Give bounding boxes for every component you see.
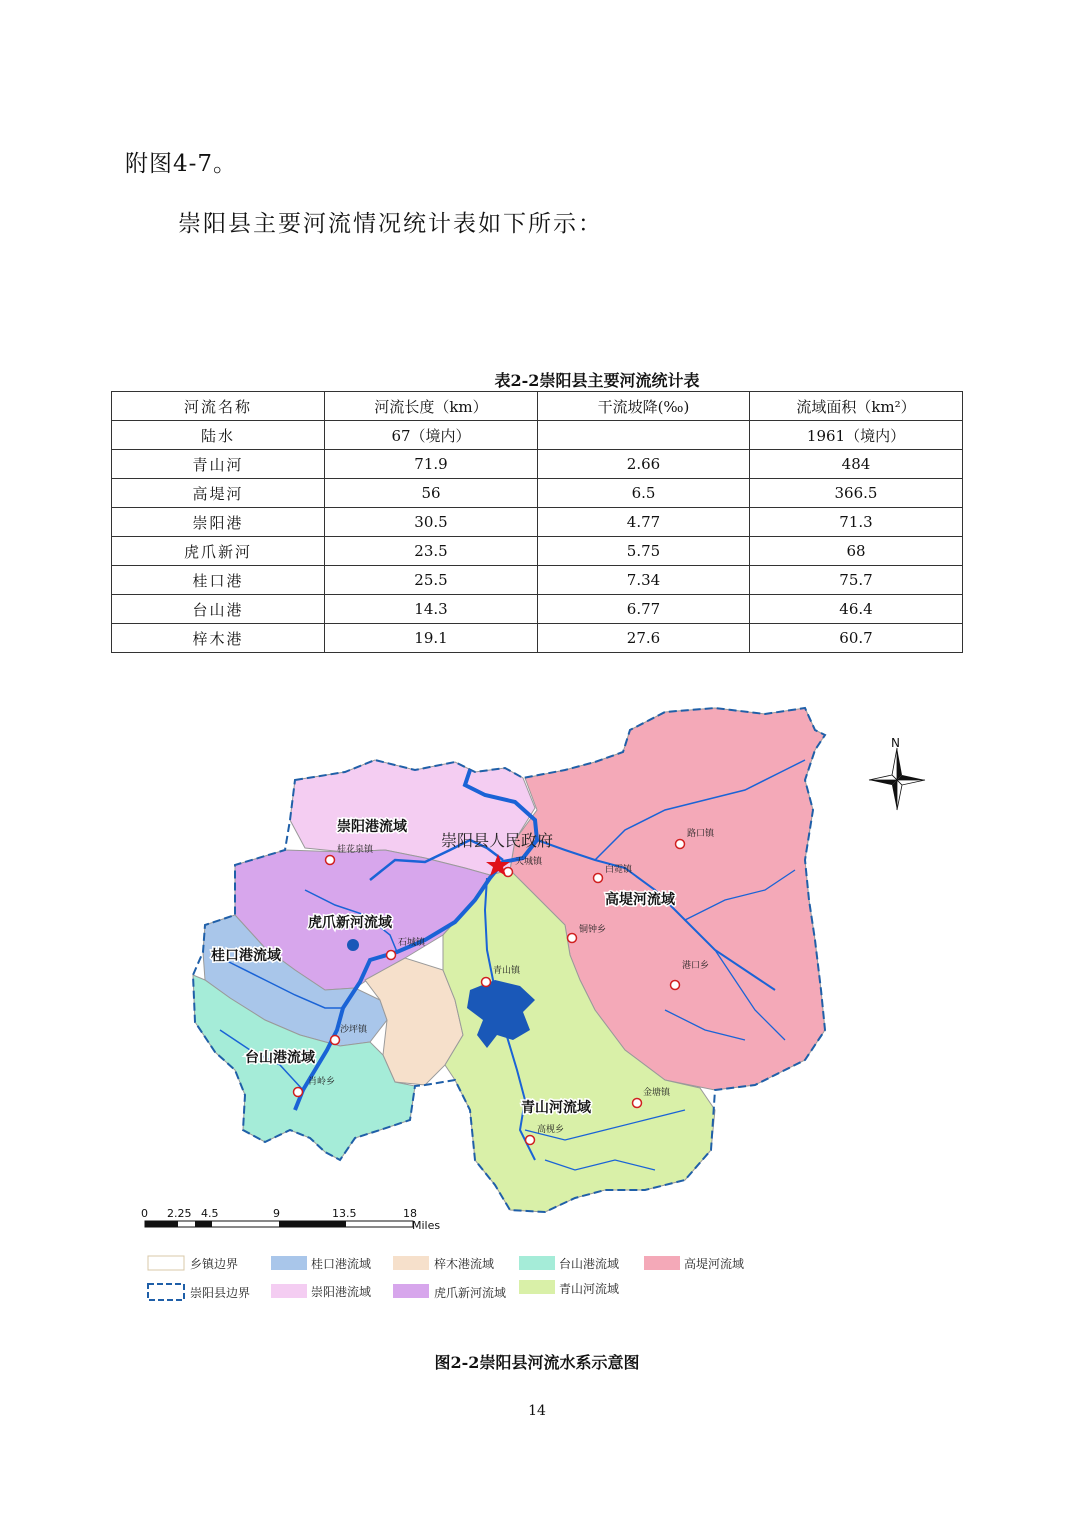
town-label: 港口乡 xyxy=(682,961,710,971)
cell-slope: 27.6 xyxy=(538,624,750,653)
basin-label-gaodi: 高堤河流域 xyxy=(605,892,675,908)
cell-length: 67（境内） xyxy=(325,421,538,450)
cell-length: 23.5 xyxy=(325,537,538,566)
cell-name: 台山港 xyxy=(112,595,325,624)
legend-label: 虎爪新河流域 xyxy=(434,1286,507,1300)
table-header-row xyxy=(112,392,963,421)
cell-area: 366.5 xyxy=(750,479,963,508)
basin-label-huzhua: 虎爪新河流域 xyxy=(308,915,392,931)
legend-label: 崇阳港流域 xyxy=(311,1285,372,1299)
paragraph-figure-ref: 附图4-7。 xyxy=(125,151,238,177)
table-row xyxy=(112,450,963,479)
town-label: 青山镇 xyxy=(493,966,521,976)
cell-slope: 5.75 xyxy=(538,537,750,566)
legend-label: 桂口港流域 xyxy=(311,1257,372,1271)
river-statistics-table xyxy=(111,391,963,653)
legend-label: 梓木港流域 xyxy=(434,1257,495,1271)
basin-label-taishan: 台山港流域 xyxy=(245,1050,315,1066)
cell-name: 陆水 xyxy=(112,421,325,450)
header-slope: 干流坡降(‰) xyxy=(538,392,750,421)
cell-length: 19.1 xyxy=(325,624,538,653)
town-label: 天城镇 xyxy=(515,857,543,867)
scale-unit: Miles xyxy=(412,1219,441,1232)
legend-swatch-gaodi xyxy=(644,1256,680,1270)
town-label: 石城镇 xyxy=(398,938,426,948)
legend-label: 高堤河流域 xyxy=(684,1257,745,1271)
figure-caption: 图2-2崇阳县河流水系示意图 xyxy=(434,1353,640,1372)
county-government-label: 崇阳县人民政府 xyxy=(441,831,554,850)
cell-slope: 2.66 xyxy=(538,450,750,479)
scale-tick: 4.5 xyxy=(201,1207,219,1220)
legend-label: 台山港流域 xyxy=(559,1257,620,1271)
cell-area: 60.7 xyxy=(750,624,963,653)
table-row xyxy=(112,537,963,566)
basin-label-qingshan: 青山河流域 xyxy=(521,1100,591,1116)
basin-label-guikou: 桂口港流域 xyxy=(211,948,281,964)
header-river-name: 河流名称 xyxy=(112,392,325,421)
map-legend xyxy=(148,1256,744,1300)
paragraph-table-intro: 崇阳县主要河流情况统计表如下所示： xyxy=(178,211,603,237)
river-system-map xyxy=(125,690,955,1320)
scale-tick: 18 xyxy=(403,1207,417,1220)
cell-area: 46.4 xyxy=(750,595,963,624)
scale-tick: 13.5 xyxy=(332,1207,357,1220)
town-marker xyxy=(331,1036,340,1045)
north-arrow-icon xyxy=(869,748,925,810)
table-row xyxy=(112,421,963,450)
legend-swatch-guikou xyxy=(271,1256,307,1270)
town-marker xyxy=(676,840,685,849)
town-label: 肖岭乡 xyxy=(308,1077,336,1087)
legend-swatch-zimu xyxy=(393,1256,429,1270)
cell-length: 56 xyxy=(325,479,538,508)
table-row xyxy=(112,595,963,624)
legend-label: 崇阳县边界 xyxy=(190,1286,251,1300)
town-marker xyxy=(633,1099,642,1108)
town-label: 沙坪镇 xyxy=(340,1025,368,1035)
north-label: N xyxy=(891,736,900,750)
town-label: 桂花泉镇 xyxy=(337,845,374,855)
basin-label-chongyang: 崇阳港流域 xyxy=(337,819,407,835)
cell-length: 14.3 xyxy=(325,595,538,624)
small-lake xyxy=(347,939,359,951)
legend-label: 乡镇边界 xyxy=(190,1257,239,1271)
table-caption: 表2-2崇阳县主要河流统计表 xyxy=(494,371,700,390)
scale-tick: 0 xyxy=(141,1207,148,1220)
town-marker xyxy=(568,934,577,943)
cell-area: 71.3 xyxy=(750,508,963,537)
legend-swatch-qingshan xyxy=(519,1280,555,1294)
town-label: 路口镇 xyxy=(687,829,715,839)
table-row xyxy=(112,508,963,537)
cell-slope: 7.34 xyxy=(538,566,750,595)
legend-label: 青山河流域 xyxy=(559,1282,620,1296)
cell-name: 崇阳港 xyxy=(112,508,325,537)
cell-area: 75.7 xyxy=(750,566,963,595)
cell-slope: 6.5 xyxy=(538,479,750,508)
cell-area: 484 xyxy=(750,450,963,479)
town-marker xyxy=(387,951,396,960)
town-marker xyxy=(482,978,491,987)
table-row xyxy=(112,479,963,508)
legend-swatch-huzhua xyxy=(393,1284,429,1298)
cell-slope: 6.77 xyxy=(538,595,750,624)
cell-name: 桂口港 xyxy=(112,566,325,595)
cell-name: 高堤河 xyxy=(112,479,325,508)
town-label: 高枧乡 xyxy=(537,1125,565,1135)
cell-name: 青山河 xyxy=(112,450,325,479)
cell-length: 71.9 xyxy=(325,450,538,479)
cell-length: 25.5 xyxy=(325,566,538,595)
town-marker xyxy=(526,1136,535,1145)
cell-area: 1961（境内） xyxy=(750,421,963,450)
cell-name: 梓木港 xyxy=(112,624,325,653)
header-river-length: 河流长度（km） xyxy=(325,392,538,421)
cell-slope: 4.77 xyxy=(538,508,750,537)
cell-name: 虎爪新河 xyxy=(112,537,325,566)
legend-swatch-town-boundary xyxy=(148,1256,184,1270)
legend-swatch-county-boundary xyxy=(148,1284,184,1300)
town-label: 金塘镇 xyxy=(643,1088,671,1098)
map-svg xyxy=(125,690,955,1320)
town-marker xyxy=(671,981,680,990)
cell-slope xyxy=(538,421,750,450)
town-label: 白霓镇 xyxy=(605,865,633,875)
legend-swatch-chongyang xyxy=(271,1284,307,1298)
table-row xyxy=(112,566,963,595)
table-row xyxy=(112,624,963,653)
cell-length: 30.5 xyxy=(325,508,538,537)
town-marker xyxy=(326,856,335,865)
header-basin-area: 流域面积（km²） xyxy=(750,392,963,421)
scale-tick: 2.25 xyxy=(167,1207,192,1220)
scale-bar xyxy=(145,1221,413,1227)
town-marker xyxy=(594,874,603,883)
page-number: 14 xyxy=(528,1403,546,1419)
cell-area: 68 xyxy=(750,537,963,566)
town-label: 铜钟乡 xyxy=(579,925,607,935)
scale-tick: 9 xyxy=(273,1207,280,1220)
legend-swatch-taishan xyxy=(519,1256,555,1270)
town-marker xyxy=(294,1088,303,1097)
